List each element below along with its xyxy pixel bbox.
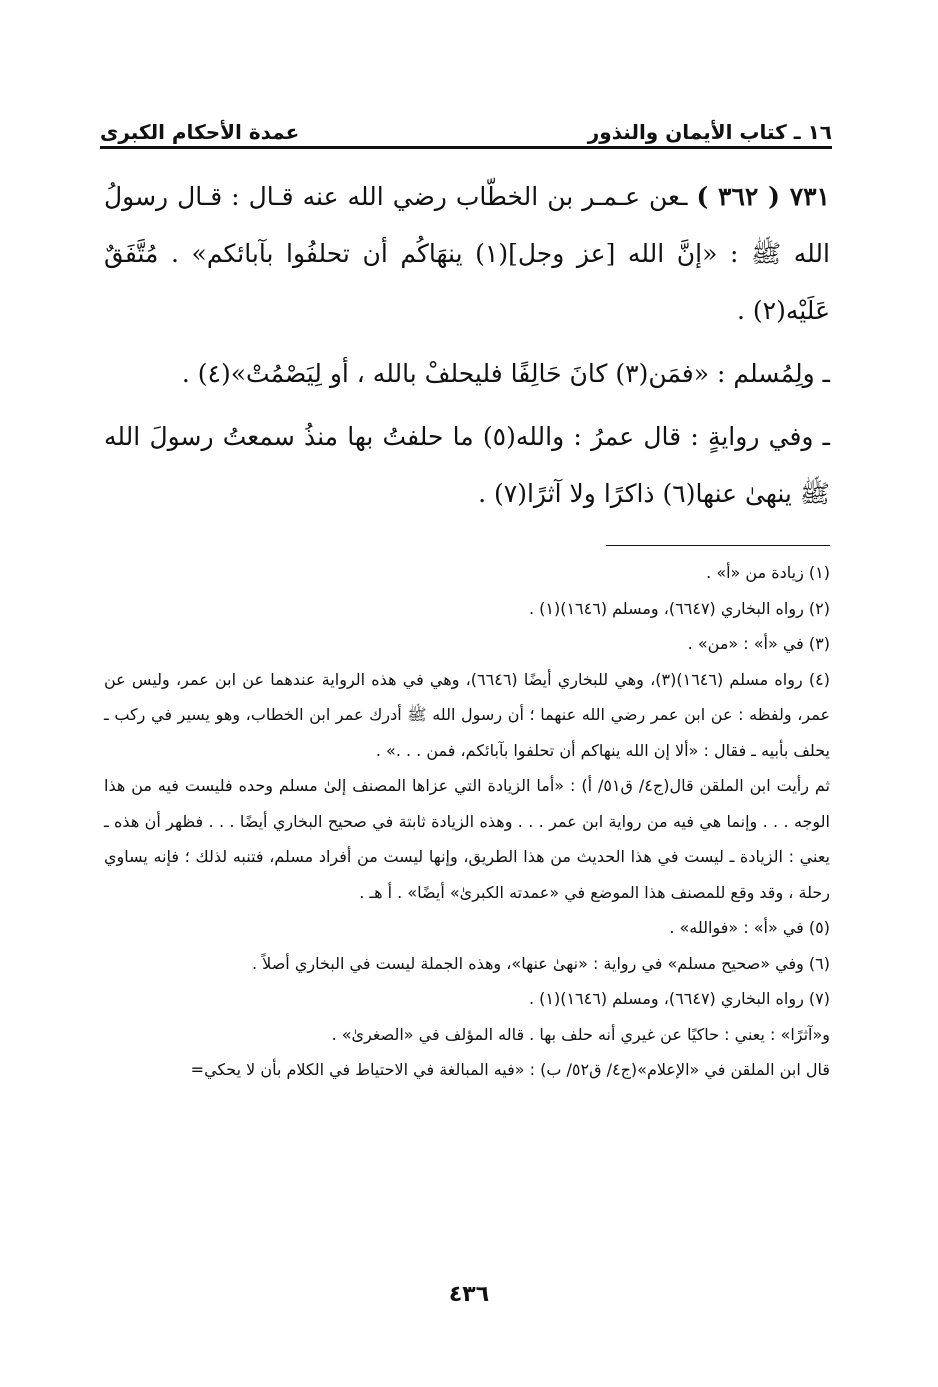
footnote-6: (٦) وفي «صحيح مسلم» في رواية : «نهىٰ عنها»، وهذه الجملة ليست في البخاري أصلاً .	[251, 953, 830, 973]
header-rule	[100, 146, 832, 149]
hadith-paragraph-3	[104, 408, 830, 522]
running-header	[100, 108, 832, 144]
footnote-3: (٣) في «أ» : «من» .	[687, 634, 830, 653]
hadith-paragraph-1	[104, 168, 830, 339]
hadith-text-2: ـ ولِمُسلم : «فمَن(٣) كانَ حَالِفًا فليحلفْ بالله ، أو لِيَصْمُتْ»(٤) .	[181, 359, 830, 388]
page-number: ٤٣٦	[448, 1282, 490, 1307]
footnote-7-quote: قال ابن الملقن في «الإعلام»(ج٤/ ق٥٢/ ب) : «فيه المبالغة في الاحتياط في الكلام بأن لا يحكي=	[190, 1060, 830, 1079]
hadith-text-1: ـعن عـمـر بن الخطّاب رضي الله عنه قـال : قـال رسولُ الله ﷺ : «إنَّ الله [عز وجل](١) ينهَاكُم أن تحلفُوا بآبائكم» . مُتَّفَقٌ عَلَيْه(٢) .	[104, 182, 831, 325]
footnote-2: (٢) رواه البخاري (٦٦٤٧)، ومسلم (١٦٤٦)(١) .	[528, 598, 830, 618]
hadith-text-3: ـ وفي روايةٍ : قال عمرُ : والله(٥) ما حلفتُ بها منذُ سمعتُ رسولَ الله ﷺ ينهىٰ عنها(٦) ذاكرًا ولا آثرًا(٧) .	[104, 422, 830, 508]
hadith-paragraph-2	[104, 345, 830, 402]
footnotes	[104, 555, 830, 1088]
footnote-7: (٧) رواه البخاري (٦٦٤٧)، ومسلم (١٦٤٦)(١) .	[528, 989, 830, 1008]
footnote-4: (٤) رواه مسلم (١٦٤٦)(٣)، وهي للبخاري أيضًا (٦٦٤٦)، وهي في هذه الرواية عندهما عن ابن عمر، وليس عن عمر، ولفظه : عن ابن عمر رضي الله عنهما ؛ أن رسول الله ﷺ أدرك عمر ابن الخطاب، وهو يسير في ركب ـ يحلف بأبيه ـ فقال : «ألا إن الله ينهاكم أن تحلفوا بآبائكم، فمن . . .» .	[104, 669, 830, 760]
footnote-7-gloss: و«آثرًا» : يعني : حاكيًا عن غيري أنه حلف بها . قاله المؤلف في «الصغرىٰ» .	[331, 1024, 830, 1044]
hadith-number: ٧٣١ ( ٣٦٢ )	[696, 182, 830, 211]
footnote-1: (١) زيادة من «أ» .	[706, 563, 830, 582]
footnote-rule	[606, 545, 830, 546]
book-title: عمدة الأحكام الكبرى	[100, 120, 300, 144]
hadith-body	[104, 168, 830, 528]
footnote-5: (٥) في «أ» : «فوالله» .	[669, 918, 830, 937]
chapter-title: ١٦ ـ كتاب الأيمان والنذور	[587, 120, 832, 144]
footnote-4-continued: ثم رأيت ابن الملقن قال(ج٤/ ق٥١/ أ) : «أما الزيادة التي عزاها المصنف إلىٰ مسلم وحده فليست فيه من هذا الوجه . . . وإنما هي فيه من رواية ابن عمر . . . وهذه الزيادة ثابتة في صحيح البخاري أيضًا . . . فظهر أن هذه ـ يعني : الزيادة ـ ليست في هذا الحديث من هذا الطريق، وإنها ليست من أفراد مسلم، فتنبه لذلك ؛ فإنه يساوي رحلة ، وقد وقع للمصنف هذا الموضع في «عمدته الكبرىٰ» أيضًا» . أ هـ .	[104, 776, 831, 902]
